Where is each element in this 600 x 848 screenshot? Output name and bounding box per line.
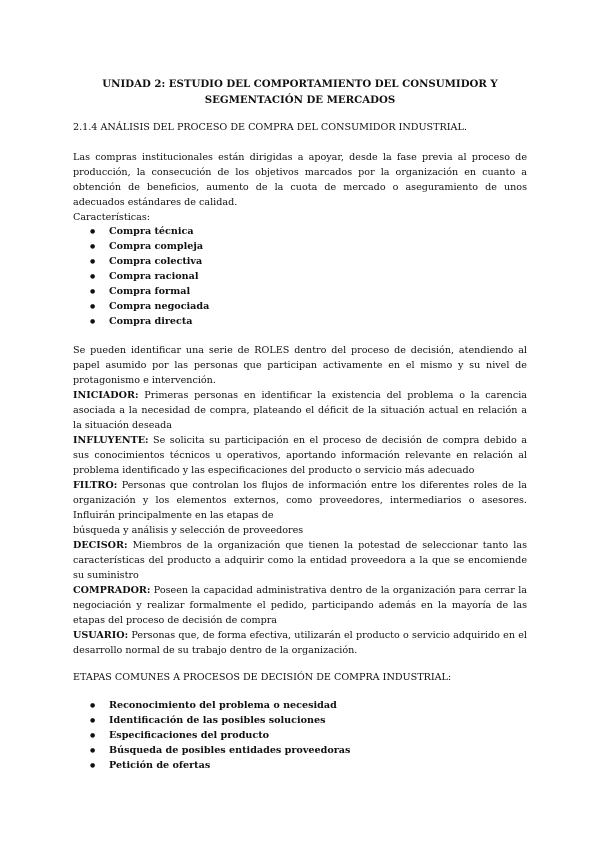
stages-heading: ETAPAS COMUNES A PROCESOS DE DECISIÓN DE COMPRA INDUSTRIAL: bbox=[73, 672, 452, 683]
role-filtro-continued bbox=[73, 523, 527, 538]
role-text: Poseen la capacidad administrativa dentro de la organización para cerrar la negociación y realizar formalmente el pedido, participando además en la mayoría de las etapas del proceso de decisión de compra bbox=[73, 585, 527, 626]
list-item: ● Compra técnica bbox=[73, 224, 209, 239]
role-text: Primeras personas en identificar la existencia del problema o la carencia asociada a la necesidad de compra, plateando el déficit de la situación actual en relación a la situación deseada bbox=[73, 390, 527, 431]
role-text: búsqueda y análisis y selección de proveedores bbox=[73, 525, 304, 536]
intro-block bbox=[73, 150, 527, 225]
role-decisor bbox=[73, 538, 527, 583]
role-influyente bbox=[73, 433, 527, 478]
list-item: ● Compra racional bbox=[73, 269, 209, 284]
role-name: COMPRADOR: bbox=[73, 585, 151, 596]
role-comprador bbox=[73, 583, 527, 628]
role-text: Miembros de la organización que tienen la potestad de seleccionar tanto las características del producto a adquirir como la entidad proveedora a la que se encomiende su suministro bbox=[73, 540, 527, 581]
role-usuario bbox=[73, 628, 527, 658]
characteristics-label: Características: bbox=[73, 212, 151, 223]
list-item: ● Búsqueda de posibles entidades proveedoras bbox=[73, 743, 350, 758]
role-name: DECISOR: bbox=[73, 540, 128, 551]
roles-block bbox=[73, 343, 527, 658]
title-line-1: UNIDAD 2: ESTUDIO DEL COMPORTAMIENTO DEL CONSUMIDOR Y bbox=[102, 78, 498, 90]
list-item: ● Reconocimiento del problema o necesidad bbox=[73, 698, 350, 713]
role-text: Personas que controlan los flujos de información entre los diferentes roles de la organización y los elementos externos, como proveedores, intermediarios o asesores. Influirán principalmente en las etapas de bbox=[73, 480, 527, 521]
role-name: FILTRO: bbox=[73, 480, 118, 491]
role-text: Se solicita su participación en el proceso de decisión de compra debido a sus conocimientos técnicos u operativos, aportando información relevante en relación al problema identificado y las especificaciones del producto o servicio más adecuado bbox=[73, 435, 527, 476]
role-name: INFLUYENTE: bbox=[73, 435, 149, 446]
role-name: USUARIO: bbox=[73, 630, 129, 641]
role-filtro bbox=[73, 478, 527, 523]
characteristics-list bbox=[73, 224, 209, 329]
stages-list bbox=[73, 698, 350, 773]
list-item: ● Identificación de las posibles soluciones bbox=[73, 713, 350, 728]
list-item: ● Compra directa bbox=[73, 314, 209, 329]
roles-intro: Se pueden identificar una serie de ROLES dentro del proceso de decisión, atendiendo al papel asumido por las personas que participan activamente en el mismo y su nivel de protagonismo e intervención. bbox=[73, 345, 527, 386]
section-heading: 2.1.4 ANÁLISIS DEL PROCESO DE COMPRA DEL CONSUMIDOR INDUSTRIAL. bbox=[73, 122, 467, 133]
intro-paragraph: Las compras institucionales están dirigidas a apoyar, desde la fase previa al proceso de producción, la consecución de los objetivos marcados por la organización en cuanto a obtención de beneficios, aumento de la cuota de mercado o aseguramiento de unos adecuados estándares de calidad. bbox=[73, 152, 527, 208]
list-item: ● Compra formal bbox=[73, 284, 209, 299]
page-title bbox=[60, 76, 540, 108]
list-item: ● Petición de ofertas bbox=[73, 758, 350, 773]
list-item: ● Compra compleja bbox=[73, 239, 209, 254]
list-item: ● Especificaciones del producto bbox=[73, 728, 350, 743]
title-line-2: SEGMENTACIÓN DE MERCADOS bbox=[204, 94, 396, 106]
role-iniciador bbox=[73, 388, 527, 433]
role-name: INICIADOR: bbox=[73, 390, 139, 401]
list-item: ● Compra colectiva bbox=[73, 254, 209, 269]
role-text: Personas que, de forma efectiva, utilizarán el producto o servicio adquirido en el desarrollo normal de su trabajo dentro de la organización. bbox=[73, 630, 527, 656]
list-item: ● Compra negociada bbox=[73, 299, 209, 314]
